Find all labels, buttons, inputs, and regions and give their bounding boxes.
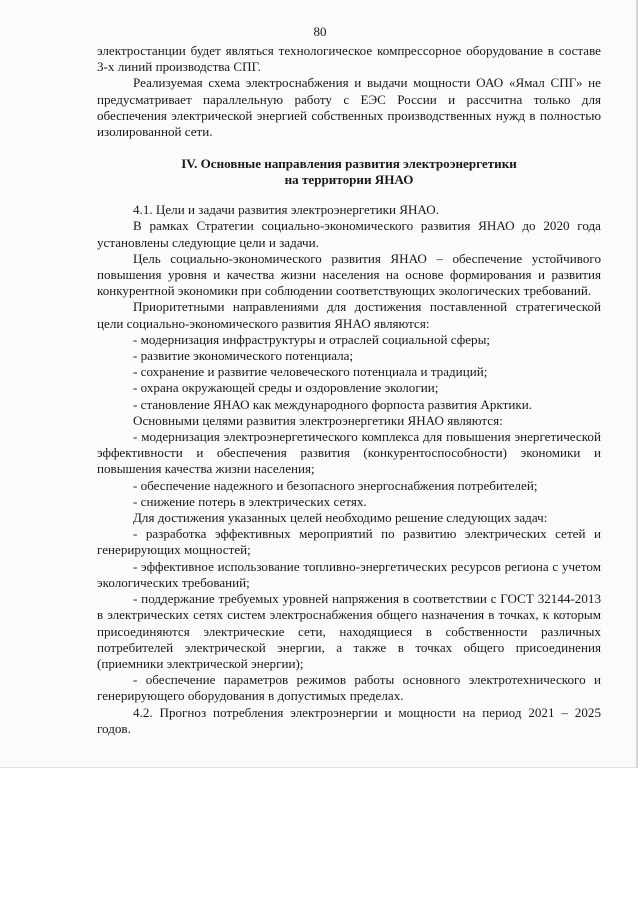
list-item: - поддержание требуемых уровней напряжения в соответствии с ГОСТ 32144-2013 в электрических сетях систем электроснабжения общего назначения в точках, к которым присоединяются электрические сети, находящиеся в собственности различных потребителей электрической энергии, а также в точках общего присоединения (приемники электрической энергии); bbox=[97, 591, 601, 671]
list-item: - модернизация инфраструктуры и отраслей социальной сферы; bbox=[133, 331, 491, 347]
paragraph-goal: Цель социально-экономического развития ЯНАО – обеспечение устойчивого повышения уровня и качества жизни населения на основе формирования и развития конкурентной экономики при соблюдении соответствующих экологических требований. bbox=[97, 250, 601, 299]
section-heading bbox=[97, 156, 601, 188]
section-heading-line2: на территории ЯНАО bbox=[284, 172, 414, 188]
document-body bbox=[97, 43, 601, 737]
paragraph-4-1: 4.1. Цели и задачи развития электроэнергетики ЯНАО. bbox=[133, 202, 439, 218]
paragraph-4-2: 4.2. Прогноз потребления электроэнергии и мощности на период 2021 – 2025 годов. bbox=[97, 704, 601, 736]
paragraph-power-scheme: Реализуемая схема электроснабжения и выдачи мощности ОАО «Ямал СПГ» не предусматривает параллельную работу с ЕЭС России и рассчитна только для обеспечения электрической энергией собственных производственных нужд в полностью изолированной сети. bbox=[97, 75, 601, 140]
paragraph-priorities: Приоритетными направлениями для достижения поставленной стратегической цели социально-экономического развития ЯНАО являются: bbox=[97, 299, 601, 331]
list-item: - сохранение и развитие человеческого потенциала и традиций; bbox=[133, 364, 488, 380]
paragraph-continuation: электростанции будет являться технологическое компрессорное оборудование в составе 3-х линий производства СПГ. bbox=[97, 43, 601, 75]
list-item: - разработка эффективных мероприятий по развитию электрических сетей и генерирующих мощностей; bbox=[97, 526, 601, 558]
list-item: - становление ЯНАО как международного форпоста развития Арктики. bbox=[133, 396, 532, 412]
paragraph-main-goals: Основными целями развития электроэнергетики ЯНАО являются: bbox=[133, 412, 503, 428]
page-number: 80 bbox=[313, 24, 327, 39]
list-item: - снижение потерь в электрических сетях. bbox=[133, 493, 367, 509]
list-item: - развитие экономического потенциала; bbox=[133, 348, 354, 364]
section-heading-line1: IV. Основные направления развития электроэнергетики bbox=[181, 156, 517, 172]
list-item: - обеспечение параметров режимов работы основного электротехнического и генерирующего оборудования в допустимых пределах. bbox=[97, 672, 601, 704]
list-item: - эффективное использование топливно-энергетических ресурсов региона с учетом экологических требований; bbox=[97, 558, 601, 590]
paragraph-strategy: В рамках Стратегии социально-экономического развития ЯНАО до 2020 года установлены следующие цели и задачи. bbox=[97, 218, 601, 250]
list-item: - охрана окружающей среды и оздоровление экологии; bbox=[133, 380, 439, 396]
list-item: - модернизация электроэнергетического комплекса для повышения энергетической эффективности и обеспечения развития (конкурентоспособности) экономики и повышения качества жизни населения; bbox=[97, 429, 601, 477]
paragraph-tasks: Для достижения указанных целей необходимо решение следующих задач: bbox=[133, 510, 548, 526]
list-item: - обеспечение надежного и безопасного энергоснабжения потребителей; bbox=[133, 477, 538, 493]
